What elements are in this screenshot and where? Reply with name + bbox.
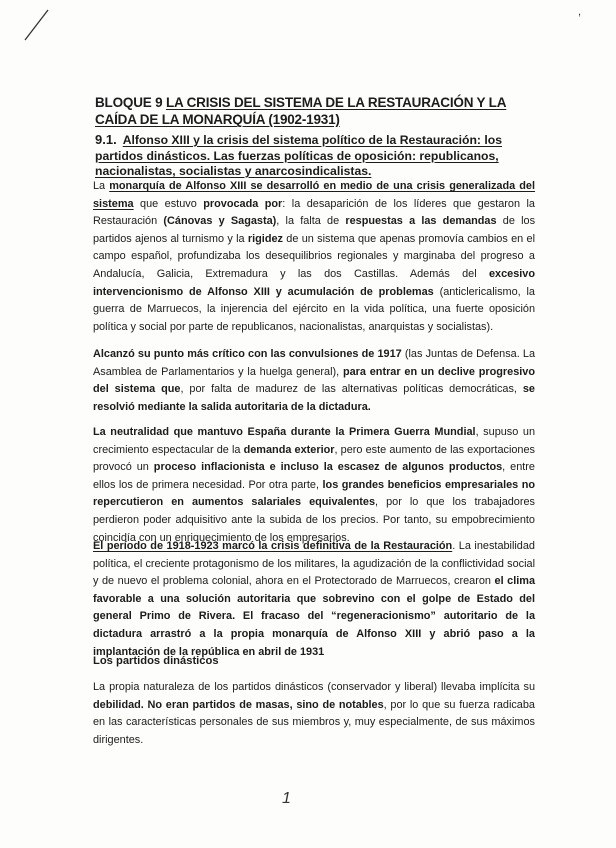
block-title xyxy=(95,94,535,128)
subheading-dynastic-parties: Los partidos dinásticos xyxy=(93,655,219,667)
paragraph-dynastic-parties: La propia naturaleza de los partidos dinásticos (conservador y liberal) llevaba implícita su debilidad. No eran partidos de masas, sino de notables, por lo que su fuerza radicaba en las características personales de sus miembros y, muy especialmente, de sus máximos dirigentes. xyxy=(93,681,535,746)
block-label: BLOQUE 9 xyxy=(95,95,163,110)
paragraph-1918-1923: El período de 1918-1923 marcó la crisis definitiva de la Restauración. La inestabilidad política, el creciente protagonismo de los militares, la agudización de la conflictividad social y de nuevo el problema colonial, ahora en el Protectorado de Marruecos, crearon el clima favorable a una solución autoritaria que sobrevino con el golpe de Estado del general Primo de Rivera. El fracaso del “regeneracionismo” autoritario de la dictadura arrastró a la propia monarquía de Alfonso XIII y abrió paso a la implantación de la república en abril de 1931 xyxy=(93,540,535,658)
page-number: 1 xyxy=(282,790,291,807)
block-title-text: LA CRISIS DEL SISTEMA DE LA RESTAURACIÓN Y LA CAÍDA DE LA MONARQUÍA (1902-1931) xyxy=(95,95,507,127)
paragraph-neutrality-ww1: La neutralidad que mantuvo España durante la Primera Guerra Mundial, supuso un crecimiento espectacular de la demanda exterior, pero este aumento de las exportaciones provocó un proceso inflacionista e incluso la escasez de algunos productos, entre ellos los de primera necesidad. Por otra parte, los grandes beneficios empresariales no repercutieron en aumentos salariales equivalentes, por lo que los trabajadores perdieron poder adquisitivo ante la subida de los precios. Por tanto, su empobrecimiento coincidía con un enriquecimiento de los empresarios. xyxy=(93,426,536,544)
paragraph-1917-crisis: Alcanzó su punto más crítico con las convulsiones de 1917 (las Juntas de Defensa. La Asamblea de Parlamentarios y la huelga general), para entrar en un declive progresivo del sistema que, por falta de madurez de las alternativas políticas democráticas, se resolvió mediante la salida autoritaria de la dictadura. xyxy=(93,348,535,413)
section-title: Alfonso XIII y la crisis del sistema político de la Restauración: los partidos dinásticos. Las fuerzas políticas de oposición: republicanos, nacionalistas, socialistas y anarcosindicalistas. xyxy=(95,133,502,178)
section-heading xyxy=(95,132,537,180)
paragraph-monarchy-crisis: La monarquía de Alfonso XIII se desarrolló en medio de una crisis generalizada del sistema que estuvo provocada por: la desaparición de los líderes que gestaron la Restauración (Cánovas y Sagasta), la falta de respuestas a las demandas de los partidos ajenos al turnismo y la rigidez de un sistema que apenas promovía cambios en el campo español, profundizaba los desequilibrios regionales y marginaba del progreso a Andalucía, Galicia, Extremadura y las dos Castillas. Además del excesivo intervencionismo de Alfonso XIII y acumulación de problemas (anticlericalismo, la guerra de Marruecos, la injerencia del ejército en la vida política, una fuerte oposición política y social por parte de republicanos, nacionalistas, anarquistas y socialistas). xyxy=(93,180,536,333)
pen-stroke-mark xyxy=(22,8,52,42)
section-number: 9.1. xyxy=(95,132,117,147)
corner-mark: , xyxy=(578,6,582,18)
